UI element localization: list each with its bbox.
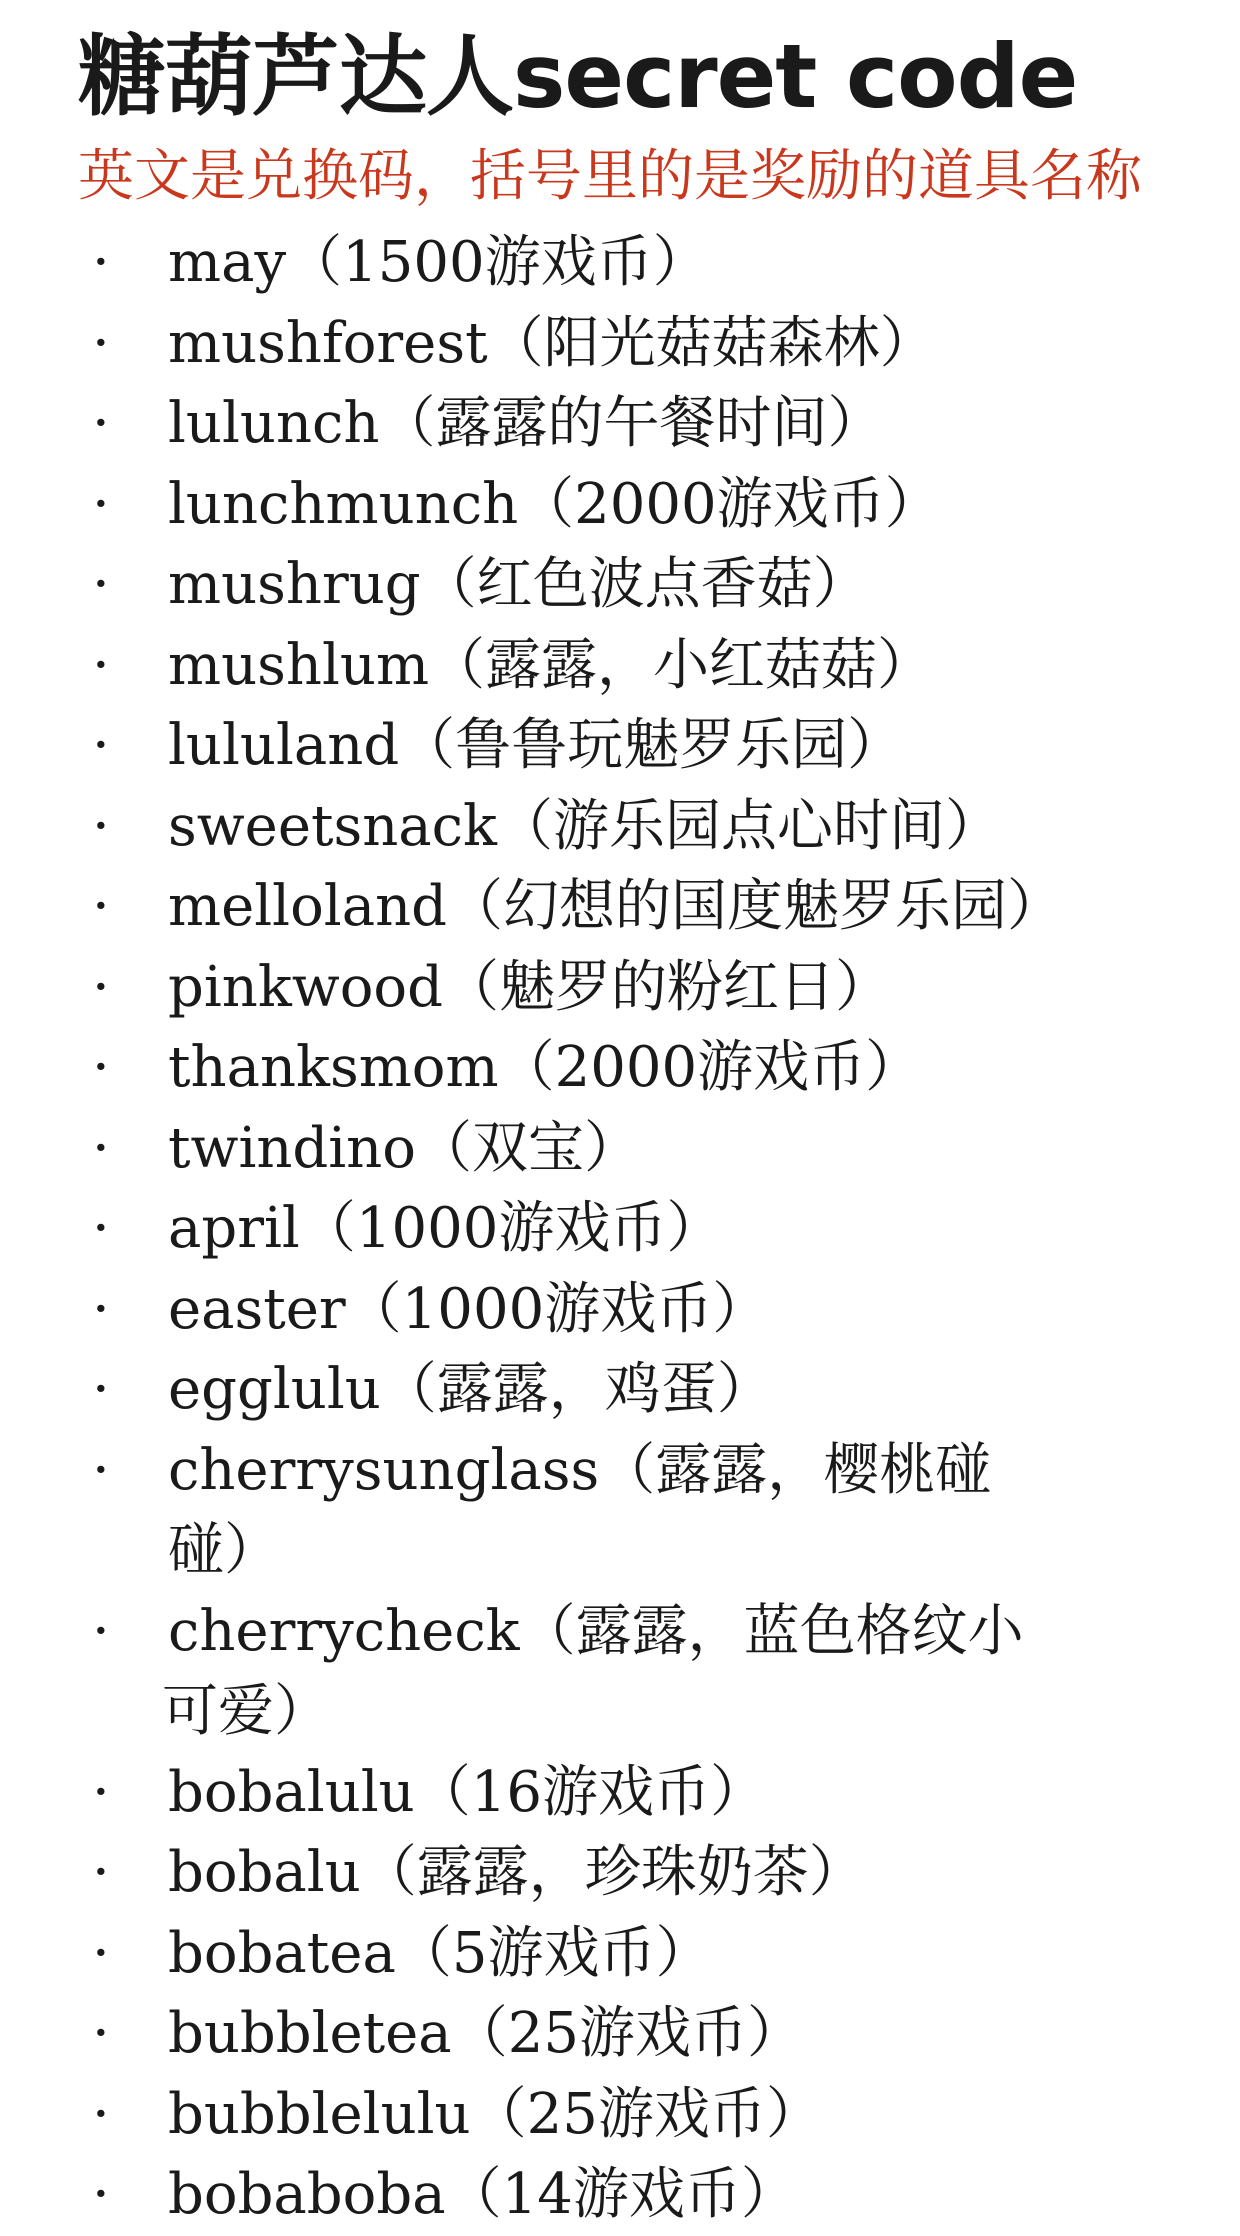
code-entry: sweetsnack（游乐园点心时间） [168,793,1001,859]
code-entry: bobaboba（14游戏币） [168,2162,797,2227]
bullet-icon: · [92,954,110,1020]
list-item [0,384,1240,465]
list-item [0,1028,1240,1109]
list-item [0,2075,1240,2156]
code-entry-continuation: 可爱） [162,1679,330,1744]
code-entry: twindino（双宝） [168,1115,640,1181]
code-entry: lululand（鲁鲁玩魅罗乐园） [168,713,904,778]
bullet-icon: · [92,1598,110,1664]
code-entry: lunchmunch（2000游戏币） [168,471,941,537]
bullet-icon: · [92,310,110,376]
code-entry: pinkwood（魅罗的粉红日） [168,954,891,1020]
bullet-icon: · [92,1437,110,1503]
code-entry: bobalu（露露，珍珠奶茶） [168,1840,865,1905]
code-entry: may（1500游戏币） [168,230,709,295]
bullet-icon: · [92,632,110,698]
code-entry: bubbletea（25游戏币） [168,2001,803,2066]
list-item [0,1833,1240,1914]
list-item [0,465,1240,546]
list-item [0,867,1240,948]
list-item [0,1431,1240,1592]
list-item [0,706,1240,787]
bullet-icon: · [92,1115,110,1181]
bullet-icon: · [92,713,110,778]
code-entry-line: cherrycheck（露露，蓝色格纹小 [168,1598,1024,1664]
code-entry: cherrysunglass（露露，樱桃碰碰） [168,1437,992,1583]
list-item [0,1914,1240,1995]
bullet-icon: · [92,1920,110,1986]
list-item [0,626,1240,707]
bullet-icon: · [92,391,110,456]
list-item [0,545,1240,626]
page-title: 糖葫芦达人secret code [78,25,1078,128]
bullet-icon: · [92,2001,110,2066]
secret-code-list [0,223,1240,2236]
code-entry: bobatea（5游戏币） [168,1920,712,1986]
bullet-icon: · [92,1035,110,1100]
list-item [0,1350,1240,1431]
bullet-icon: · [92,2162,110,2227]
list-item [0,304,1240,385]
code-entry: april（1000游戏币） [168,1196,723,1261]
list-item [0,223,1240,304]
bullet-icon: · [92,471,110,537]
bullet-icon: · [92,1276,110,1342]
bullet-icon: · [92,2081,110,2147]
list-item [0,1994,1240,2075]
list-item [0,2155,1240,2236]
code-entry: mushlum（露露，小红菇菇） [168,632,934,698]
list-item [0,1753,1240,1834]
bullet-icon: · [92,874,110,939]
bullet-icon: · [92,793,110,859]
code-entry: egglulu（露露，鸡蛋） [168,1357,773,1422]
bullet-icon: · [92,1357,110,1422]
bullet-icon: · [92,552,110,617]
code-entry: mushrug（红色波点香菇） [168,552,869,617]
page-subtitle: 英文是兑换码，括号里的是奖励的道具名称 [78,144,1142,209]
code-entry: melloland（幻想的国度魅罗乐园） [168,874,1063,939]
code-entry: bubblelulu（25游戏币） [168,2081,822,2147]
list-item [0,948,1240,1029]
code-entry: bobalulu（16游戏币） [168,1759,767,1825]
bullet-icon: · [92,1840,110,1905]
bullet-icon: · [92,1759,110,1825]
list-item [0,1109,1240,1190]
bullet-icon: · [92,230,110,295]
list-item [0,1189,1240,1270]
code-entry: thanksmom（2000游戏币） [168,1035,922,1100]
list-item [0,787,1240,868]
code-entry: lulunch（露露的午餐时间） [168,391,884,456]
code-entry: mushforest（阳光菇菇森林） [168,310,936,376]
list-item [0,1270,1240,1351]
code-entry: easter（1000游戏币） [168,1276,769,1342]
list-item [0,1592,1240,1753]
bullet-icon: · [92,1196,110,1261]
code-entry [162,1598,1060,1753]
